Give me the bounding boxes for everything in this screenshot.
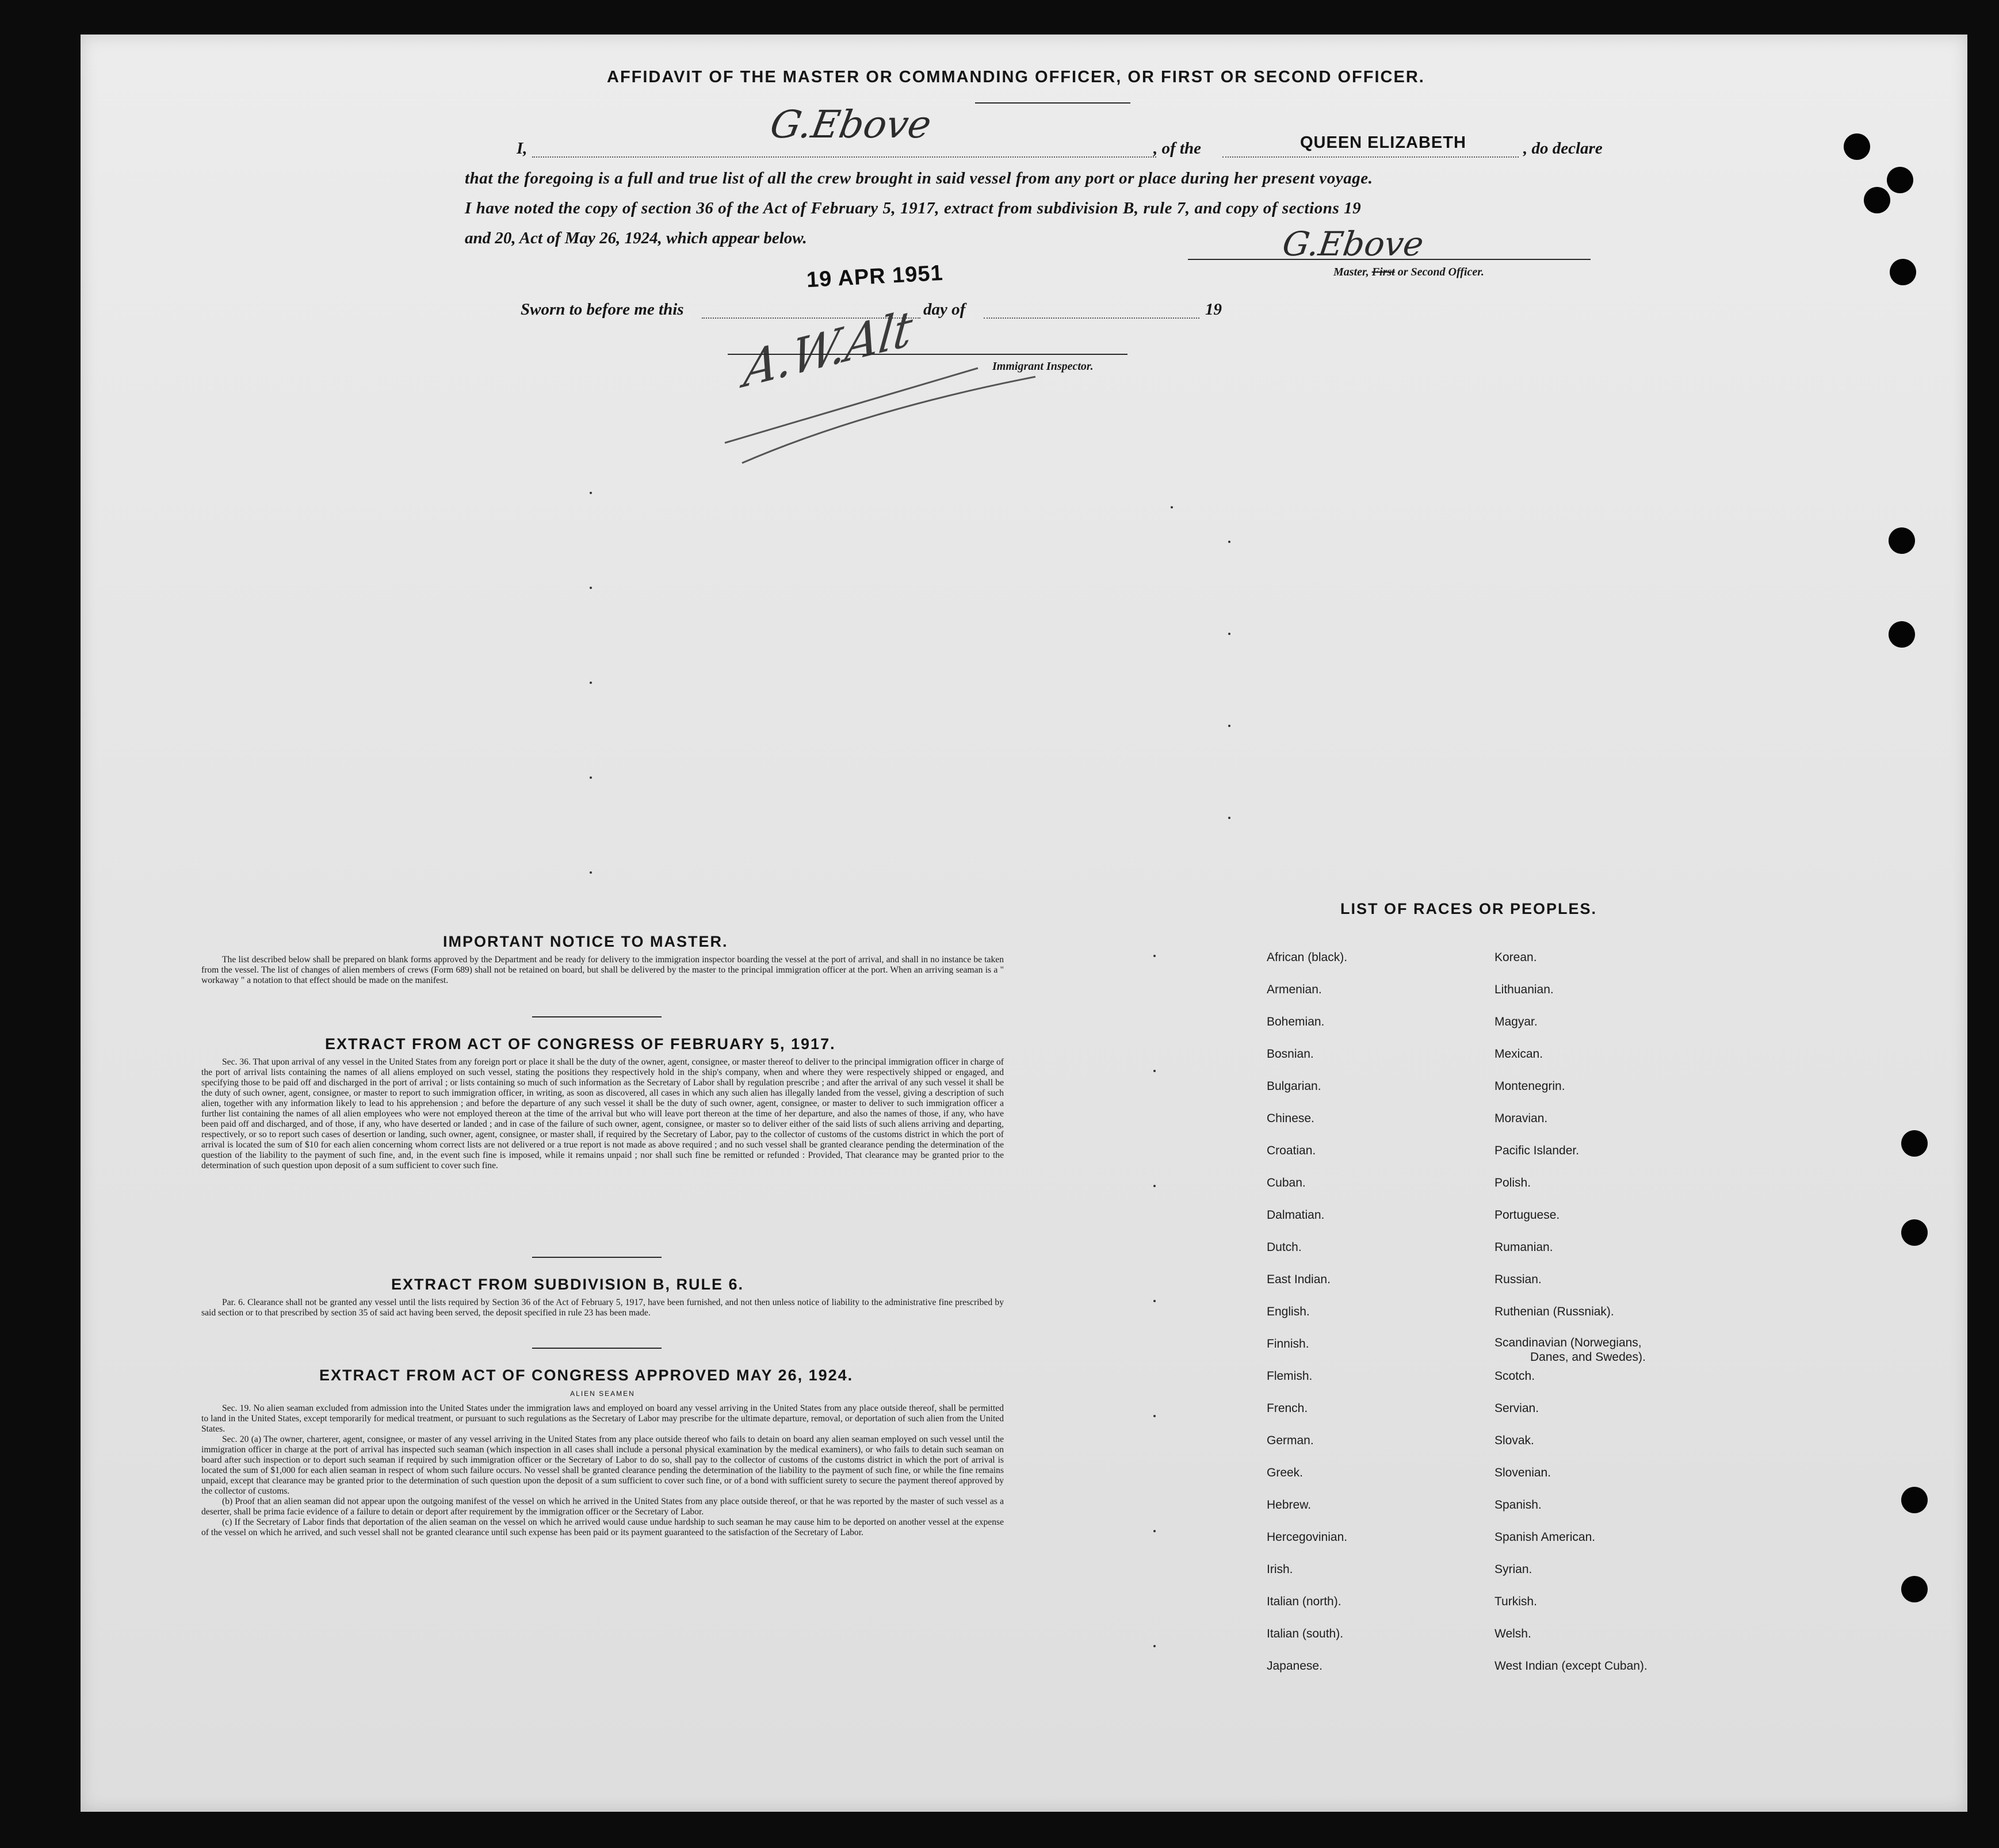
punch-hole	[1887, 167, 1913, 193]
inspector-signature: A.W.Alt	[741, 299, 915, 400]
guide-dot	[1153, 1070, 1156, 1072]
race-item: Rumanian.	[1495, 1241, 1553, 1254]
inspector-line	[728, 354, 1127, 355]
punch-hole	[1889, 527, 1915, 554]
race-item: East Indian.	[1267, 1273, 1331, 1286]
divider-1	[532, 1016, 662, 1017]
race-item: West Indian (except Cuban).	[1495, 1659, 1648, 1673]
punch-hole	[1901, 1576, 1928, 1602]
guide-dot	[590, 587, 592, 589]
race-item: Korean.	[1495, 951, 1537, 964]
guide-dot	[1153, 955, 1156, 957]
divider-2	[532, 1257, 662, 1258]
race-item: Croatian.	[1267, 1144, 1316, 1157]
race-item: Portuguese.	[1495, 1208, 1560, 1222]
punch-hole	[1901, 1130, 1928, 1157]
master-label-1: Master,	[1333, 266, 1369, 278]
race-item-continuation: Danes, and Swedes).	[1530, 1350, 1646, 1364]
race-item: English.	[1267, 1305, 1310, 1318]
race-item: Flemish.	[1267, 1369, 1313, 1383]
race-item: Finnish.	[1267, 1337, 1309, 1350]
sec-20c-paragraph: (c) If the Secretary of Labor finds that deportation of the alien seaman on the vessel on which he arrived would cause undue hardship to such seaman he may cause him to be deported on another vessel at the expense of the vessel on which he arrived, and such vessel shall not be granted clearance until such expense has been paid or its payment guaranteed to the satisfaction of the Secretary of Labor.	[201, 1517, 1004, 1537]
race-item: Dutch.	[1267, 1241, 1302, 1254]
vessel-blank-line	[1222, 156, 1519, 158]
affidavit-do-declare: , do declare	[1523, 139, 1603, 158]
sec-20b-paragraph: (b) Proof that an alien seaman did not appear upon the outgoing manifest of the vessel on which he arrived in the United States from any place outside thereof, or that he was reported by the master of such vessel as a deserter, shall be prima facie evidence of a failure to detain or deport after requirement by the immigration officer or the Secretary of Labor.	[201, 1497, 1004, 1517]
punch-hole	[1890, 259, 1916, 285]
master-label-struck: First	[1371, 266, 1395, 278]
race-item: Scandinavian (Norwegians,	[1495, 1336, 1642, 1349]
race-item: Montenegrin.	[1495, 1080, 1565, 1093]
guide-dot	[1153, 1185, 1156, 1187]
sworn-day-of: day of	[923, 300, 966, 319]
races-title: LIST OF RACES OR PEOPLES.	[1340, 900, 1597, 917]
race-item: Mexican.	[1495, 1047, 1543, 1061]
sworn-blank-2	[984, 317, 1199, 319]
punch-hole	[1889, 621, 1915, 648]
sworn-year: 19	[1205, 300, 1222, 319]
race-item: Slovak.	[1495, 1434, 1534, 1447]
signature-line	[1188, 259, 1591, 260]
race-item: Dalmatian.	[1267, 1208, 1325, 1222]
document-sheet	[81, 35, 1967, 1812]
guide-dot	[1153, 1300, 1156, 1302]
extract-1924-text	[201, 1403, 1004, 1538]
race-item: Cuban.	[1267, 1176, 1306, 1189]
notice-paragraph: The list described below shall be prepared on blank forms approved by the Department and be ready for delivery to the immigration inspector boarding the vessel at the port of arrival, and shall in no instance be taken from the vessel. The list of changes of alien members of crews (Form 689) shall not be retained on board, but shall be delivered by the master to the principal immigration officer at the port. When an arriving seaman is a " workaway " a notation to that effect should be made on the manifest.	[201, 955, 1004, 985]
guide-dot	[590, 871, 592, 874]
rule-6-title: EXTRACT FROM SUBDIVISION B, RULE 6.	[391, 1276, 744, 1293]
race-item: German.	[1267, 1434, 1314, 1447]
guide-dot	[1153, 1645, 1156, 1647]
race-item: Lithuanian.	[1495, 983, 1554, 996]
race-item: Italian (north).	[1267, 1595, 1341, 1608]
extract-1917-title: EXTRACT FROM ACT OF CONGRESS OF FEBRUARY 5, 1917.	[325, 1035, 836, 1053]
punch-hole	[1901, 1219, 1928, 1246]
race-item: African (black).	[1267, 951, 1348, 964]
punch-hole	[1844, 133, 1870, 160]
officer-signature-top: G.Ebove	[767, 102, 935, 147]
race-item: Turkish.	[1495, 1595, 1537, 1608]
sec-20a-paragraph: Sec. 20 (a) The owner, charterer, agent, consignee, or master of any vessel arriving in the United States from any place outside thereof who fails to detain on board any alien seaman employed on such vessel until the immigration officer in charge at the port of arrival has inspected such seaman (which inspection in all cases shall include a personal physical examination by the medical examiners), or who fails to detain such seaman on board after such inspection or to deport such seaman if required by such immigration officer or the Secretary of Labor to do so, shall pay to the collector of customs of the customs district in which the port of arrival is located the sum of $1,000 for each alien seaman in respect of whom such failure occurs. No vessel shall be granted clearance pending the determination of the liability to the payment of such fine, or while the fine remains unpaid, except that clearance may be granted prior to the determination of such question upon the deposit of a sum sufficient to cover such fine, or of a bond with sufficient surety to secure the payment thereof approved by the collector of customs.	[201, 1434, 1004, 1496]
race-item: Greek.	[1267, 1466, 1304, 1479]
race-item: Japanese.	[1267, 1659, 1323, 1673]
race-item: Spanish American.	[1495, 1531, 1596, 1544]
race-item: Bohemian.	[1267, 1015, 1325, 1028]
race-item: Hercegovinian.	[1267, 1531, 1348, 1544]
race-item: Magyar.	[1495, 1015, 1538, 1028]
sec-19-paragraph: Sec. 19. No alien seaman excluded from admission into the United States under the immigration laws and employed on board any vessel arriving in the United States from any place outside thereof, shall be permitted to land in the United States, except temporarily for medical treatment, or pursuant to such regulations as the Secretary of Labor may prescribe for the ultimate departure, removal, or deportation of such alien from the United States.	[201, 1403, 1004, 1434]
extract-1924-subtitle: ALIEN SEAMEN	[570, 1390, 635, 1398]
race-item: Russian.	[1495, 1273, 1542, 1286]
race-item: Servian.	[1495, 1402, 1539, 1415]
guide-dot	[590, 492, 592, 494]
race-item: Ruthenian (Russniak).	[1495, 1305, 1614, 1318]
name-blank-line	[532, 156, 1156, 158]
guide-dot	[1228, 633, 1230, 635]
affidavit-line-4: and 20, Act of May 26, 1924, which appear below.	[465, 229, 807, 247]
affidavit-line-2: that the foregoing is a full and true list of all the crew brought in said vessel from any port or place during her present voyage.	[465, 169, 1373, 188]
notice-title: IMPORTANT NOTICE TO MASTER.	[443, 933, 728, 950]
race-item: Polish.	[1495, 1176, 1531, 1189]
inspector-label: Immigrant Inspector.	[992, 360, 1094, 373]
race-item: Chinese.	[1267, 1112, 1314, 1125]
rule-6-paragraph: Par. 6. Clearance shall not be granted any vessel until the lists required by Section 36 of the Act of February 5, 1917, have been furnished, and not then unless notice of liability to the administrative fine prescribed by said section or to that prescribed by section 35 of said act having been served, the deposit specified in rule 23 has been made.	[201, 1298, 1004, 1318]
race-item: Syrian.	[1495, 1563, 1532, 1576]
guide-dot	[1228, 725, 1230, 727]
affidavit-line-1-prefix: I,	[517, 139, 528, 158]
master-label	[1333, 266, 1484, 279]
race-item: Bulgarian.	[1267, 1080, 1321, 1093]
guide-dot	[1153, 1415, 1156, 1417]
divider-3	[532, 1348, 662, 1349]
race-item: Pacific Islander.	[1495, 1144, 1580, 1157]
guide-dot	[590, 776, 592, 779]
date-stamp: 19 APR 1951	[806, 261, 944, 293]
race-item: Hebrew.	[1267, 1498, 1312, 1512]
extract-1917-paragraph: Sec. 36. That upon arrival of any vessel in the United States from any foreign port or place it shall be the duty of the owner, agent, consignee, or master thereof to deliver to the principal immigration officer in charge of the port of arrival lists containing the names of all aliens employed on such vessel, stating the positions they respectively hold in the ship's company, when and where they were respectively shipped or engaged, and specifying those to be paid off and discharged in the port of arrival ; or lists containing so much of such information as the Secretary of Labor shall by regulation prescribe ; and after the arrival of any such vessel it shall be the duty of such owner, agent, consignee, or master to report to such immigration officer, in writing, as soon as discovered, all cases in which any such alien has illegally landed from the vessel, giving a description of such alien, together with any information likely to lead to his apprehension ; and before the departure of any such vessel it shall be the duty of such owner, agent, consignee, or master to deliver to such immigration officer a further list containing the names of all alien employees who were not employed thereon at the time of the arrival but who will leave port thereon at the time of her departure, and also the names of those, if any, who have been paid off and discharged, and of those, if any, who have deserted or landed ; and in case of the failure of such owner, agent, consignee, or master so to deliver either of the said lists of such aliens arriving and departing, respectively, or so to report such cases of desertion or landing, such owner, agent, consignee, or master shall, if required by the Secretary of Labor, pay to the collector of customs of the customs district in which the port of arrival is located the sum of $10 for each alien concerning whom correct lists are not delivered or a true report is not made as above required ; and no such vessel shall be granted clearance pending the determination of the question of the liability to the payment of such fine, and, in the event such fine is imposed, while it remains unpaid ; nor shall such fine be remitted or refunded : Provided, That clearance may be granted prior to the determination of such question upon deposit of a sum sufficient to cover such fine.	[201, 1057, 1004, 1170]
race-item: Bosnian.	[1267, 1047, 1314, 1061]
punch-hole	[1901, 1487, 1928, 1513]
guide-dot	[1228, 817, 1230, 819]
guide-dot	[1153, 1530, 1156, 1532]
race-item: Slovenian.	[1495, 1466, 1551, 1479]
race-item: Spanish.	[1495, 1498, 1542, 1512]
race-item: Scotch.	[1495, 1369, 1535, 1383]
affidavit-line-3: I have noted the copy of section 36 of the Act of February 5, 1917, extract from subdivision B, rule 7, and copy of sections 19	[465, 199, 1362, 217]
race-item: French.	[1267, 1402, 1308, 1415]
extract-1917-text	[201, 1057, 1004, 1171]
race-item: Armenian.	[1267, 983, 1322, 996]
extract-1924-title: EXTRACT FROM ACT OF CONGRESS APPROVED MAY 26, 1924.	[319, 1367, 854, 1384]
master-label-2: or Second Officer.	[1397, 266, 1484, 278]
punch-hole	[1864, 187, 1890, 213]
rule-6-text	[201, 1298, 1004, 1318]
affidavit-title: AFFIDAVIT OF THE MASTER OR COMMANDING OFFICER, OR FIRST OR SECOND OFFICER.	[607, 68, 1425, 86]
sworn-prefix: Sworn to before me this	[521, 300, 684, 319]
officer-signature: G.Ebove	[1280, 224, 1426, 263]
race-item: Welsh.	[1495, 1627, 1531, 1640]
affidavit-of-the: , of the	[1153, 139, 1201, 158]
guide-dot	[590, 682, 592, 684]
vessel-name: QUEEN ELIZABETH	[1300, 133, 1466, 152]
race-item: Irish.	[1267, 1563, 1293, 1576]
guide-dot	[1228, 541, 1230, 543]
notice-text	[201, 955, 1004, 986]
show-through-ghost	[403, 104, 410, 132]
title-underline	[975, 102, 1130, 104]
race-item: Moravian.	[1495, 1112, 1548, 1125]
guide-dot	[1171, 506, 1173, 508]
race-item: Italian (south).	[1267, 1627, 1344, 1640]
